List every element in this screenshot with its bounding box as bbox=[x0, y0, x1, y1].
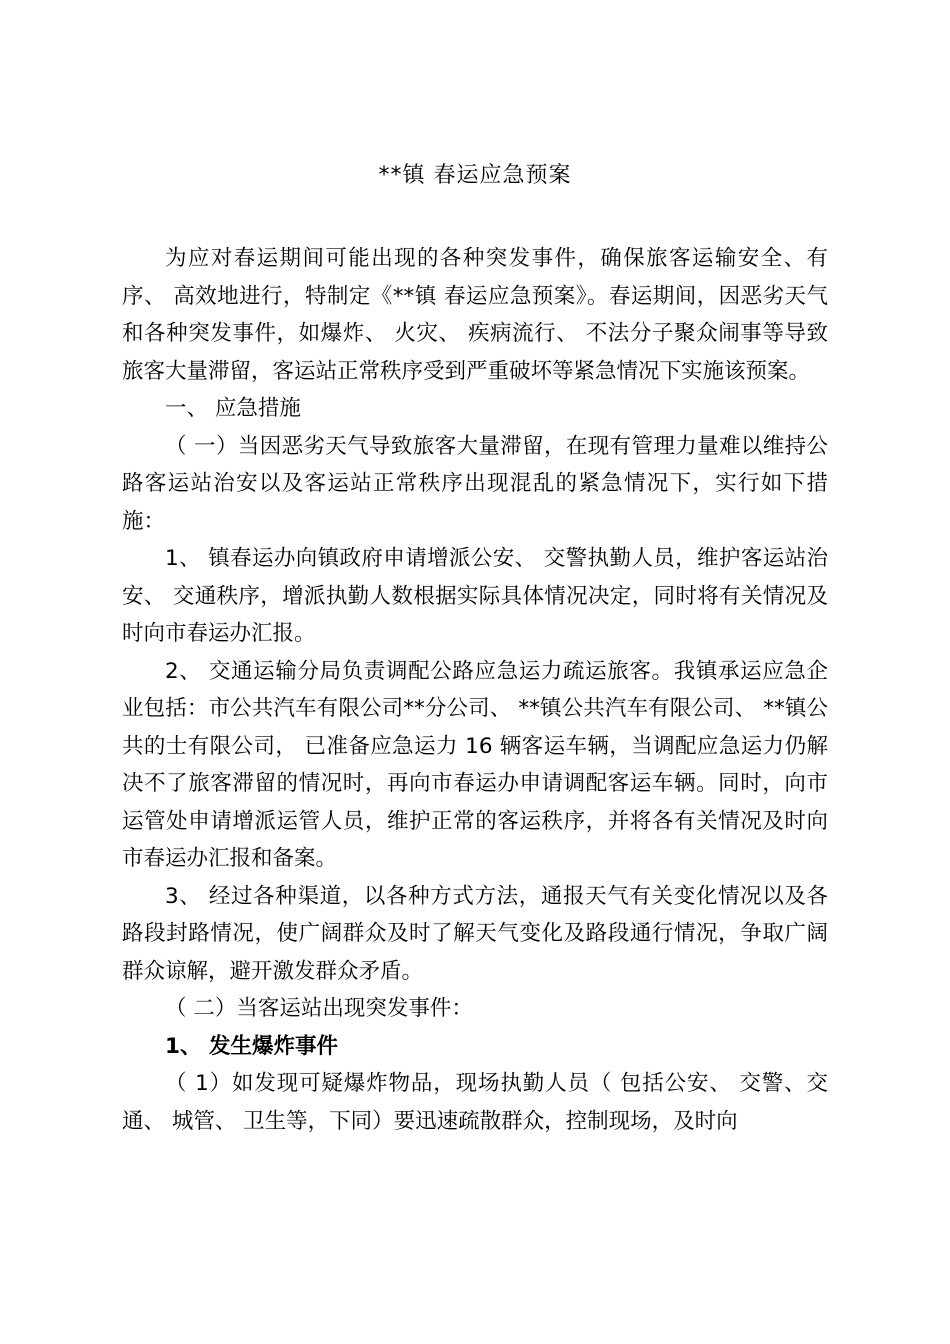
subsection-station-emergency: （ 二）当客运站出现突发事件： bbox=[165, 996, 473, 1021]
heading-explosion-event: 1、 发生爆炸事件 bbox=[165, 1033, 338, 1059]
measure-item-2: 2、 交通运输分局负责调配公路应急运力疏运旅客。我镇承运应急企业包括：市公共汽车有限公司**分公司、 **镇公共汽车有限公司、 **镇公共的士有限公司， 已准备应急运力 16 辆客运车辆，当调配应急运力仍解决不了旅客滞留的情况时，再向市春运办申请调配客运车辆。同时，向市运管处申请增派运管人员，维护正常的客运秩序，并将各有关情况及时向市春运办汇报和备案。 bbox=[122, 658, 828, 871]
measure-item-3: 3、 经过各种渠道，以各种方式方法，通报天气有关变化情况以及各路段封路情况，使广阔群众及时了解天气变化及路段通行情况，争取广阔群众谅解，避开激发群众矛盾。 bbox=[122, 883, 828, 984]
document-body bbox=[122, 240, 828, 1140]
measure-item-1: 1、 镇春运办向镇政府申请增派公安、 交警执勤人员，维护客运站治安、 交通秩序，增派执勤人数根据实际具体情况决定，同时将有关情况及时向市春运办汇报。 bbox=[122, 546, 828, 646]
subsection-bad-weather: （ 一）当因恶劣天气导致旅客大量滞留，在现有管理力量难以维持公路客运站治安以及客运站正常秩序出现混乱的紧急情况下，实行如下措施： bbox=[122, 433, 828, 534]
document-title: **镇 春运应急预案 bbox=[378, 163, 572, 188]
intro-paragraph: 为应对春运期间可能出现的各种突发事件，确保旅客运输安全、有序、 高效地进行，特制定《**镇 春运应急预案》。春运期间，因恶劣天气和各种突发事件，如爆炸、 火灾、 疾病流行、 不法分子聚众闹事等导致旅客大量滞留，客运站正常秩序受到严重破坏等紧急情况下实施该预案。 bbox=[122, 246, 828, 384]
section-heading-emergency-measures: 一、 应急措施 bbox=[165, 396, 301, 421]
explosion-item-1: （ 1）如发现可疑爆炸物品，现场执勤人员（ 包括公安、 交警、交通、 城管、 卫生等，下同）要迅速疏散群众，控制现场，及时向 bbox=[122, 1071, 828, 1134]
